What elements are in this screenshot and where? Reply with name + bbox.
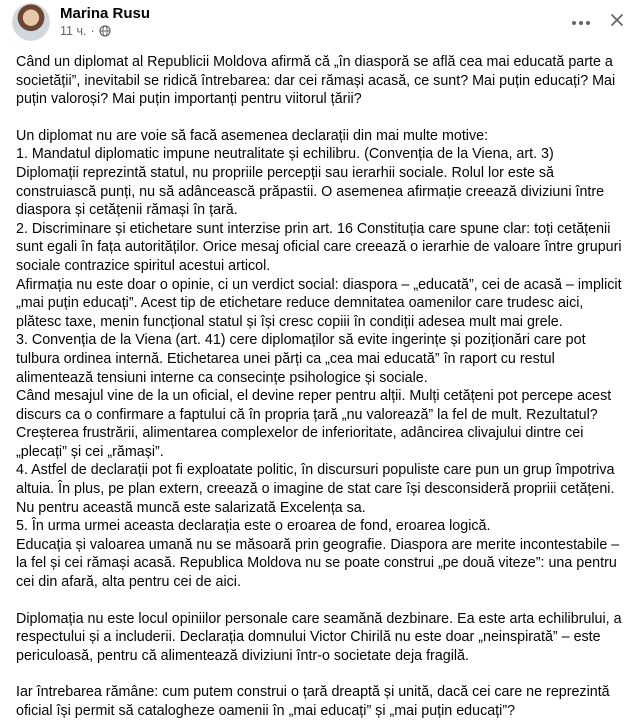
post-meta	[60, 5, 150, 39]
reason-5: 5. În urma urmei aceasta declarația este o eroarea de fond, eroarea logică.	[16, 518, 491, 535]
reason-1: 1. Mandatul diplomatic impune neutralitate și echilibru. (Convenția de la Viena, art. 3)	[16, 146, 554, 163]
reason-1-detail: Diplomații reprezintă statul, nu propriile percepții sau ierarhii sociale. Rolul lor este să construiască punți, nu să adâncească prăpastii. O asemenea afirmație creează diviziuni între diaspora și cetățenii rămași în țară.	[16, 164, 605, 219]
reason-2-detail: Afirmația nu este doar o opinie, ci un verdict social: diaspora – „educată”, cei de acasă – implicit „mai puțin educați”. Acest tip de etichetare reduce demnitatea oamenilor care trudesc aici, plătesc taxe, menin funcțional statul și își cresc copiii în condiții adesea mult mai grele.	[16, 276, 622, 330]
intro-paragraph: Când un diplomat al Republicii Moldova afirmă că „în diasporă se află cea mai educată parte a societății”, inevitabil se ridică întrebarea: dar cei rămași acasă, ce sunt? Mai puțin educați? Mai puțin valoroși? Mai puțin importanți pentru viitorul țării?	[16, 54, 616, 108]
post-text	[16, 53, 626, 721]
author-name[interactable]: Marina Rusu	[60, 5, 151, 22]
diplomacy-paragraph: Diplomația nu este locul opiniilor personale care seamănă dezbinare. Ea este arta echilibrului, a respectului și a includerii. Declarația domnului Victor Chirilă nu este doar „neinspirată” – este periculoasă, pentru că alimentează diviziuni într-o societate deja fragilă.	[16, 610, 622, 664]
reason-4: 4. Astfel de declarații pot fi exploatate politic, în discursuri populiste care pun un grup împotriva altuia. În plus, pe plan extern, creează o imagine de stat care își desconsideră propriii cetățeni. Nu pentru această muncă este salarizată Excelența sa.	[16, 462, 615, 516]
more-options-button[interactable]	[567, 10, 595, 34]
close-button[interactable]	[605, 10, 629, 34]
reason-2: 2. Discriminare și etichetare sunt interzise prin art. 16 Constituția care spune clar: toți cetățenii sunt egali în fața autorităților. Orice mesaj oficial care creează o ierarhie de valoare între grupuri sociale contrazice spiritul acestui articol.	[16, 220, 622, 274]
post-time[interactable]: 11 ч.	[60, 24, 87, 38]
more-horizontal-icon	[571, 13, 591, 31]
close-icon	[610, 13, 624, 32]
avatar[interactable]	[12, 3, 50, 41]
reasons-intro: Un diplomat nu are voie să facă asemenea declarații din mai multe motive:	[16, 127, 489, 144]
reason-3: 3. Convenția de la Viena (art. 41) cere diplomaților să evite ingerințe și poziționări care pot tulbura ordinea internă. Etichetarea unei părți ca „cea mai educată” în raport cu restul alimentează tensiuni interne ca consecințe psihologice și sociale.	[16, 332, 586, 386]
separator-dot: ·	[90, 24, 95, 38]
post-header	[12, 0, 150, 44]
closing-question: Iar întrebarea rămâne: cum putem construi o țară dreaptă și unită, dacă cei care ne reprezintă oficial își permit să catalogheze oamenii în „mai educați” și „mai puțin educați”?	[16, 684, 610, 719]
post-subline	[60, 23, 150, 39]
reason-3-detail: Când mesajul vine de la un oficial, el devine reper pentru alții. Mulți cetățeni pot percepe acest discurs ca o confirmare a faptului că în propria țară „nu valorează” la fel de mult. Rezultatul? Creșterea frustrării, alimentarea complexelor de inferioritate, adâncirea clivajului dintre cei „plecați” și cei „rămași”.	[16, 388, 612, 460]
globe-icon[interactable]	[99, 25, 111, 37]
reason-5-detail: Educația și valoarea umană nu se măsoară prin geografie. Diaspora are merite incontestabile – la fel și cei rămași acasă. Republica Moldova nu se poate construi „pe două viteze”: una pentru cei din afară, alta pentru cei de aici.	[16, 536, 620, 591]
